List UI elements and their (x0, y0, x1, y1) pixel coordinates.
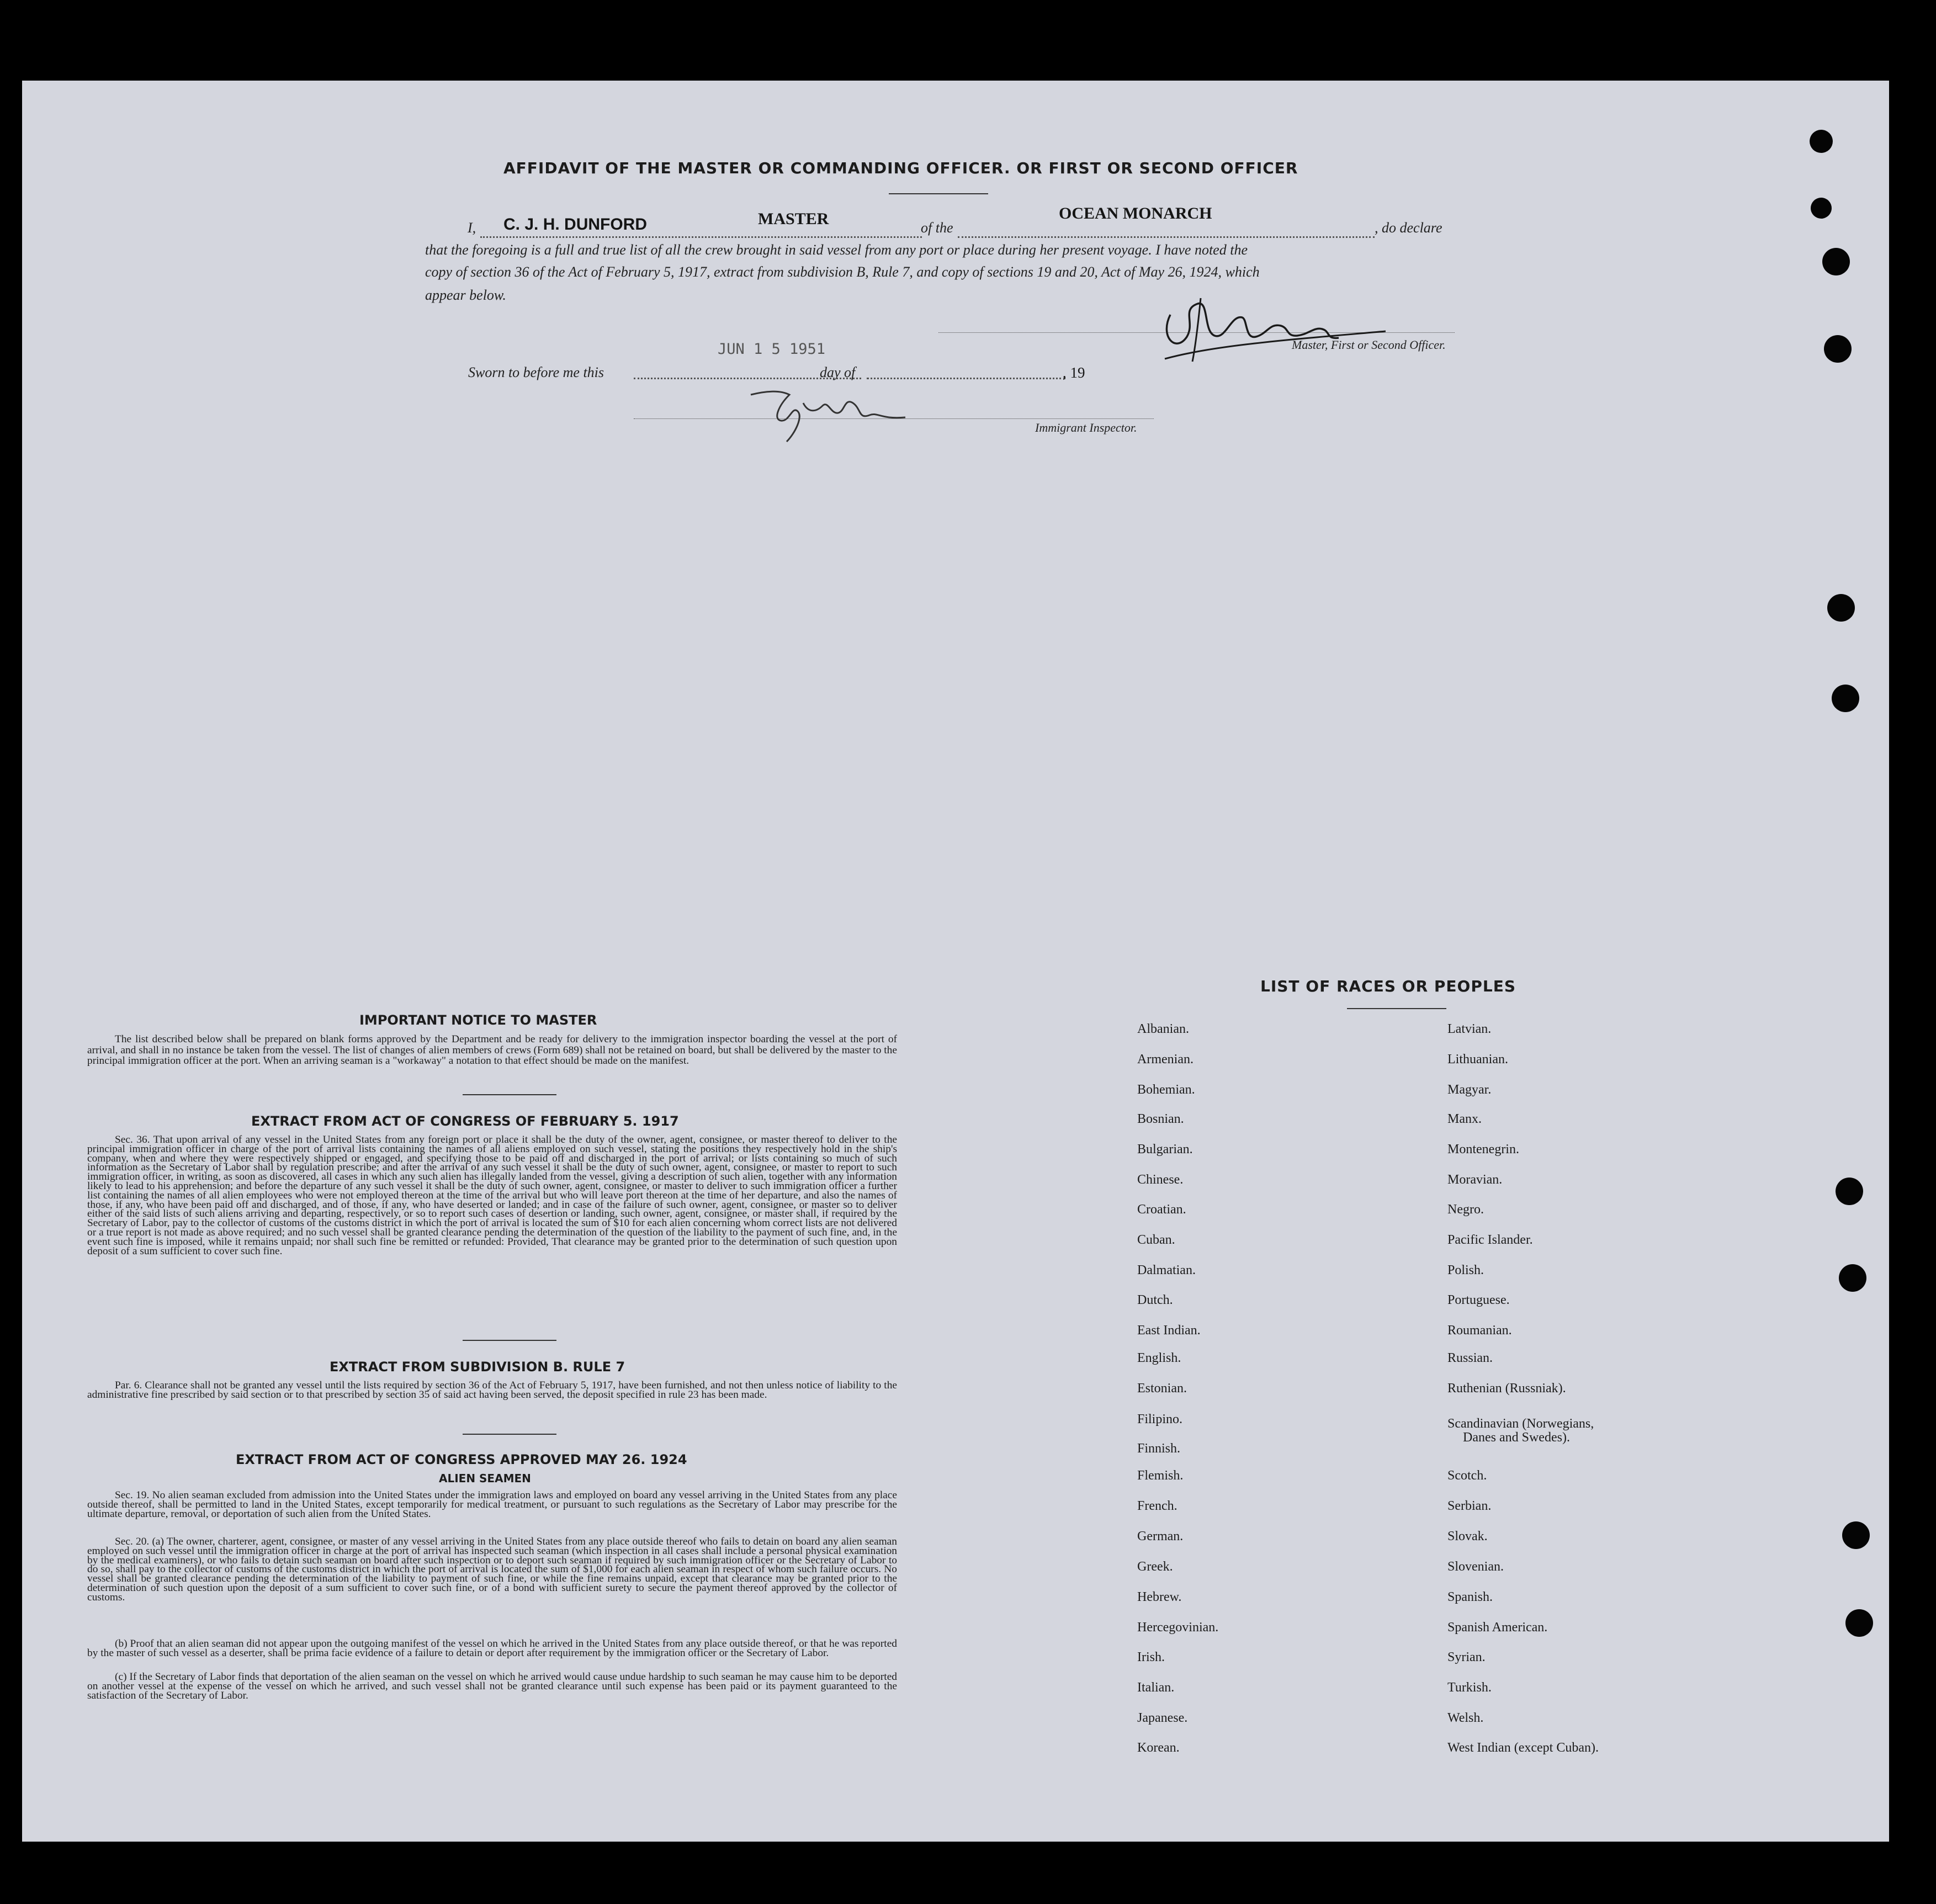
officer-position: MASTER (758, 210, 829, 228)
race-item: French. (1137, 1499, 1177, 1513)
race-item: Armenian. (1137, 1052, 1194, 1067)
day-of-label: day of (820, 364, 856, 380)
sec-20c-body: (c) If the Secretary of Labor finds that deportation of the alien seaman on the vessel on which he arrived would cause undue hardship to such seaman he may cause him to be deported on another vessel at the expense of the vessel on which he arrived, and such vessel shall not be granted clearance until such expense has been paid or its payment guaranteed to the satisfaction of the Secretary of Labor. (87, 1671, 897, 1701)
race-item: Flemish. (1137, 1468, 1184, 1483)
race-item: Magyar. (1447, 1083, 1492, 1097)
inspector-signature (740, 381, 916, 447)
punch-hole (1842, 1521, 1870, 1549)
race-item: Bohemian. (1137, 1083, 1195, 1097)
race-item: Hercegovinian. (1137, 1620, 1219, 1635)
alien-seamen-subtitle: ALIEN SEAMEN (439, 1472, 531, 1485)
notice-body: The list described below shall be prepared on blank forms approved by the Department and be ready for delivery to the immigration inspector boarding the vessel at the port of arrival, and shall in no instance be taken from the vessel. The list of changes of alien members of crews (Form 689) shall not be retained on board, but shall be delivered by the master to the principal immigration officer at the port. When an arriving seaman is a "workaway" a notation to that effect should be made on the manifest. (87, 1033, 897, 1067)
race-item: Scandinavian (Norwegians, (1447, 1417, 1594, 1431)
sworn-label: Sworn to before me this (468, 364, 604, 380)
race-item: Greek. (1137, 1560, 1173, 1574)
affidavit-title: AFFIDAVIT OF THE MASTER OR COMMANDING OFFICER. OR FIRST OR SECOND OFFICER (503, 159, 1298, 177)
divider (463, 1434, 556, 1435)
race-item: West Indian (except Cuban). (1447, 1741, 1599, 1755)
race-item: Albanian. (1137, 1022, 1189, 1036)
divider (463, 1094, 556, 1095)
punch-hole (1839, 1264, 1866, 1292)
do-declare-label: , do declare (1375, 220, 1442, 236)
race-item: Moravian. (1447, 1173, 1503, 1187)
rule7-title: EXTRACT FROM SUBDIVISION B. RULE 7 (330, 1359, 625, 1375)
punch-hole (1811, 198, 1832, 219)
race-item: Danes and Swedes). (1463, 1430, 1570, 1445)
sec-20b-body: (b) Proof that an alien seaman did not appear upon the outgoing manifest of the vessel on which he arrived in the United States from any place outside thereof, or that he was reported by the master of such vessel as a deserter, shall be prima facie evidence of a failure to detain or deport after requirement by the immigration officer or the Secretary of Labor. (87, 1638, 897, 1659)
race-item: Portuguese. (1447, 1293, 1510, 1307)
race-item: Scotch. (1447, 1468, 1487, 1483)
races-title: LIST OF RACES OR PEOPLES (1260, 977, 1516, 995)
punch-hole (1822, 248, 1850, 275)
punch-hole (1827, 594, 1855, 622)
sec-20a-body: Sec. 20. (a) The owner, charterer, agent, consignee, or master of any vessel arriving in the United States from any place outside thereof who fails to detain on board any alien seaman employed on such vessel until the immigration officer in charge at the port of arrival has inspected such seaman (which inspection in all cases shall include a personal physical examination by the medical examiners), or who fails to detain such seaman on board after such inspection or to deport such seaman if required by such immigration officer or the Secretary of Labor to do so, shall pay to the collector of customs of the customs district in which the port of arrival is located the sum of $1,000 for each alien seaman in respect of whom such failure occurs. No vessel shall be granted clearance pending the determination of the liability to payment of such fine, or while the fine remains unpaid, except that clearance may be granted prior to the determination of such question upon the deposit of a sum sufficient to cover such fine, or of a bond with sufficient surety to secure the payment thereof approved by the collector of customs. (87, 1536, 897, 1603)
race-item: Spanish American. (1447, 1620, 1548, 1635)
sworn-month-line (867, 378, 1065, 379)
extract-1924-title: EXTRACT FROM ACT OF CONGRESS APPROVED MAY 26. 1924 (236, 1452, 687, 1467)
race-item: Lithuanian. (1447, 1052, 1508, 1067)
race-item: Filipino. (1137, 1412, 1183, 1426)
race-item: Bosnian. (1137, 1112, 1184, 1126)
inspector-caption: Immigrant Inspector. (1035, 421, 1137, 434)
vessel-line (958, 236, 1375, 238)
officer-caption: Master, First or Second Officer. (1292, 338, 1446, 352)
race-item: Irish. (1137, 1650, 1165, 1664)
race-item: Polish. (1447, 1263, 1484, 1277)
race-item: Japanese. (1137, 1711, 1188, 1725)
race-item: Serbian. (1447, 1499, 1492, 1513)
affidavit-line-2: that the foregoing is a full and true list of all the crew brought in said vessel from any port or place during her present voyage. I have noted the (425, 242, 1248, 258)
rule7-body: Par. 6. Clearance shall not be granted any vessel until the lists required by section 36 of the Act of February 5, 1917, have been furnished, and not then unless notice of liability to the administrative fine prescribed by said section or to that prescribed by section 35 of said act having been served, the deposit specified in rule 23 has been made. (87, 1380, 897, 1401)
race-item: Montenegrin. (1447, 1142, 1519, 1157)
race-item: Roumanian. (1447, 1323, 1512, 1338)
extract-1917-title: EXTRACT FROM ACT OF CONGRESS OF FEBRUARY 5. 1917 (251, 1113, 679, 1129)
race-item: Slovak. (1447, 1529, 1488, 1544)
affidavit-line-3: copy of section 36 of the Act of February 5, 1917, extract from subdivision B, Rule 7, and copy of sections 19 and 20, Act of May 26, 1924, which (425, 264, 1260, 280)
race-item: Dutch. (1137, 1293, 1173, 1307)
punch-hole (1845, 1609, 1873, 1637)
affidavit-i-label: I, (468, 220, 476, 236)
race-item: Negro. (1447, 1202, 1484, 1217)
race-item: Bulgarian. (1137, 1142, 1193, 1157)
race-item: East Indian. (1137, 1323, 1201, 1338)
master-name: C. J. H. DUNFORD (503, 215, 648, 234)
race-item: Korean. (1137, 1741, 1180, 1755)
sec-19-body: Sec. 19. No alien seaman excluded from admission into the United States under the immigration laws and employed on board any vessel arriving in the United States from any place outside thereof, shall be permitted to land in the United States, except temporarily for medical treatment, or pursuant to such regulations as the Secretary of Labor may prescribe for the ultimate departure, removal, or deportation of such alien from the United States. (87, 1489, 897, 1520)
divider (1347, 1008, 1446, 1009)
divider (889, 193, 988, 194)
punch-hole (1836, 1178, 1863, 1205)
race-item: Latvian. (1447, 1022, 1492, 1036)
race-item: Finnish. (1137, 1441, 1181, 1456)
name-line (480, 236, 922, 238)
race-item: Welsh. (1447, 1711, 1484, 1725)
notice-title: IMPORTANT NOTICE TO MASTER (359, 1012, 597, 1028)
punch-hole (1832, 685, 1859, 712)
race-item: Turkish. (1447, 1680, 1492, 1695)
punch-hole (1824, 335, 1852, 363)
race-item: English. (1137, 1351, 1181, 1365)
race-item: Italian. (1137, 1680, 1175, 1695)
race-item: Pacific Islander. (1447, 1233, 1533, 1247)
race-item: Slovenian. (1447, 1560, 1504, 1574)
inspector-signature-line (634, 418, 1154, 419)
divider (463, 1340, 556, 1341)
race-item: Russian. (1447, 1351, 1493, 1365)
date-stamp: JUN 1 5 1951 (718, 341, 826, 358)
race-item: Hebrew. (1137, 1590, 1182, 1604)
of-the-label: of the (921, 220, 953, 236)
race-item: Spanish. (1447, 1590, 1493, 1604)
punch-hole (1810, 130, 1833, 153)
race-item: Dalmatian. (1137, 1263, 1196, 1277)
vessel-name: OCEAN MONARCH (1059, 204, 1212, 222)
race-item: Cuban. (1137, 1233, 1175, 1247)
race-item: Syrian. (1447, 1650, 1486, 1664)
race-item: Estonian. (1137, 1381, 1187, 1396)
year-prefix: , 19 (1063, 364, 1085, 381)
race-item: Ruthenian (Russniak). (1447, 1381, 1566, 1396)
race-item: Croatian. (1137, 1202, 1186, 1217)
race-item: Manx. (1447, 1112, 1482, 1126)
extract-1917-body: Sec. 36. That upon arrival of any vessel in the United States from any foreign port or place it shall be the duty of the owner, agent, consignee, or master thereof to deliver to the principal immigration officer in charge of the port of arrival lists containing the names of all aliens employed on such vessel, stating the positions they respectively hold in the ship's company, when and where they were respectively shipped or engaged, and specifying those to be paid off and discharged in the port of arrival; or lists containing so much of such information as the Secretary of Labor shall by regulation prescribe; and after the arrival of any such vessel it shall be the duty of such owner, agent, consignee, or master to report to such immigration officer, in writing, as soon as discovered, all cases in which any such alien has illegally landed from the vessel, giving a description of such alien, together with any information likely to lead to his apprehension; and before the departure of any such vessel it shall be the duty of such owner, agent, consignee, or master to deliver to such immigration officer a further list containing the names of all alien employees who were not employed thereon at the time of the arrival but who will leave port thereon at the time of her departure, and also the names of those, if any, who have been paid off and discharged, and of those, if any, who have deserted or landed; and in case of the failure of such owner, agent, consignee, or master so to deliver either of the said lists of such aliens arriving and departing, respectively, or so to report such cases of desertion or landing, such owner, agent, consignee, or master shall, if required by the Secretary of Labor, pay to the collector of customs of the customs district in which the port of arrival is located the sum of $10 for each alien concerning whom correct lists are not delivered or a true report is not made as above required; and no such vessel shall be granted clearance pending the determination of the question of the liability to the payment of such fine, and, in the event such fine is imposed, while it remains unpaid; nor shall such fine be remitted or refunded: Provided, That clearance may be granted prior to the determination of such question upon deposit of a sum sufficient to cover such fine. (87, 1134, 897, 1257)
affidavit-line-4: appear below. (425, 287, 506, 303)
race-item: Chinese. (1137, 1173, 1184, 1187)
race-item: German. (1137, 1529, 1184, 1544)
